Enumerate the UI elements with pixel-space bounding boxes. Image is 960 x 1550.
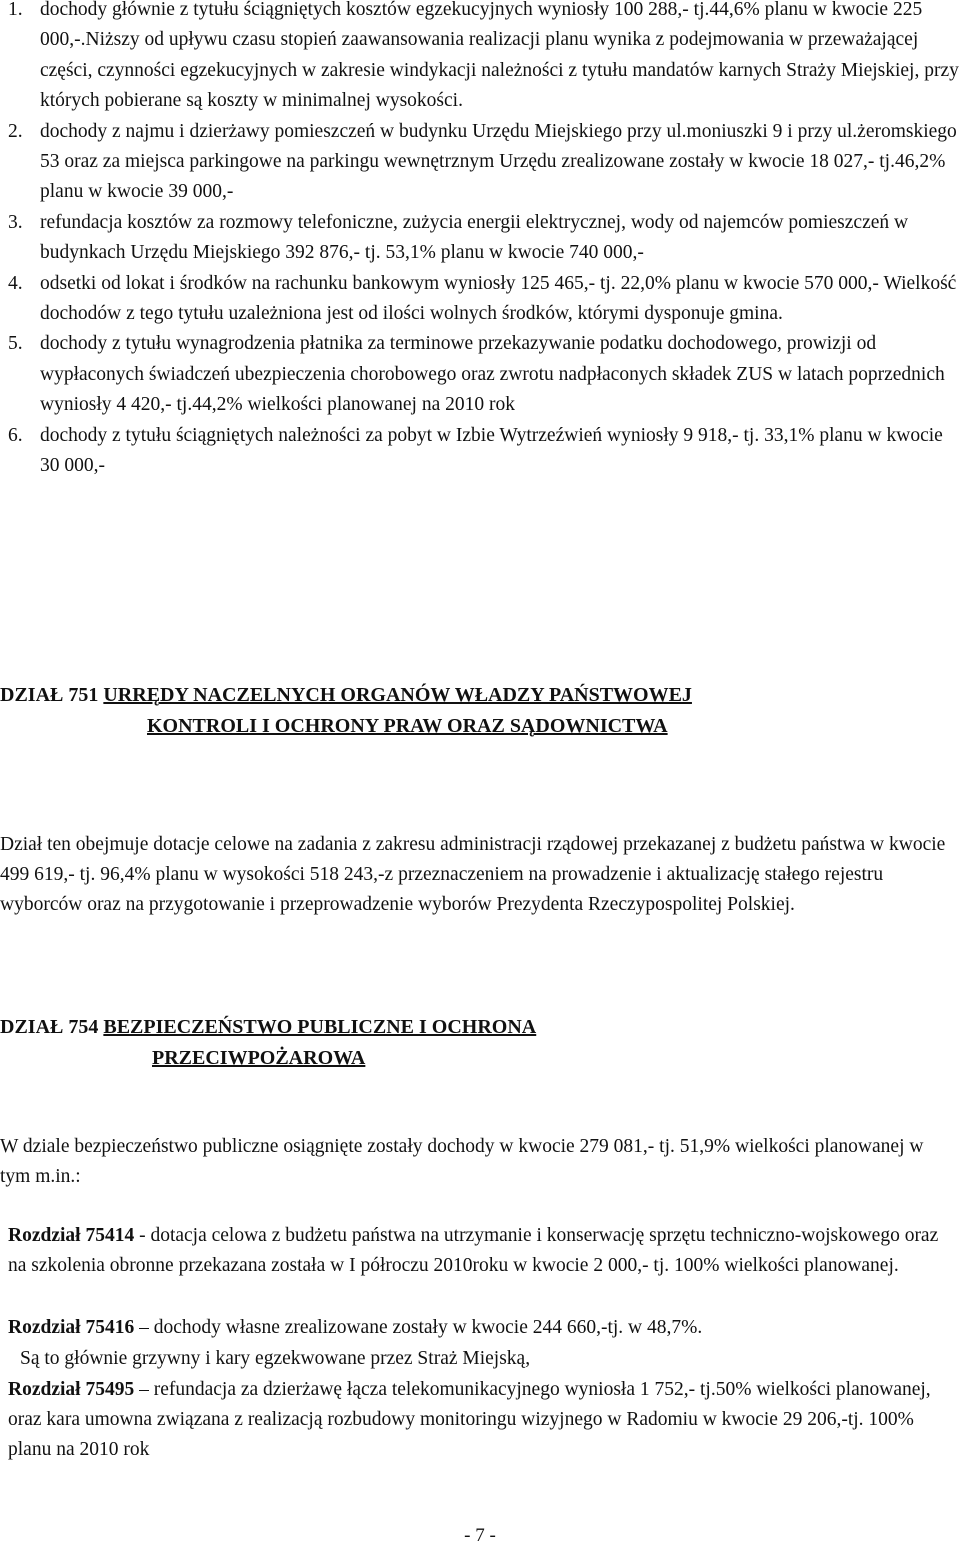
section-heading-751-line2: KONTROLI I OCHRONY PRAW ORAZ SĄDOWNICTWA: [147, 715, 668, 737]
rozdzial-75416: [8, 1313, 958, 1343]
section-heading-prefix: DZIAŁ 751: [0, 684, 104, 706]
list-item-text: dochody z najmu i dzierżawy pomieszczeń w budynku Urzędu Miejskiego przy ul.moniuszki 9 i przy ul.żeromskiego 53 oraz za miejsca parkingowe na parkingu wewnętrznym Urzędu zrealizowane zostały w kwocie 18 027,- tj.46,2% planu w kwocie 39 000,-: [40, 120, 957, 203]
section-754-paragraph: W dziale bezpieczeństwo publiczne osiągnięte zostały dochody w kwocie 279 081,- tj. 51,9% wielkości planowanej w tym m.in.:: [0, 1136, 924, 1188]
section-heading-751: [0, 680, 692, 710]
section-heading-754-line2: PRZECIWPOŻAROWA: [152, 1047, 366, 1069]
list-number: 4.: [8, 272, 23, 294]
list-item: [8, 0, 960, 117]
list-item-text: refundacja kosztów za rozmowy telefoniczne, zużycia energii elektrycznej, wody od najemców pomieszczeń w budynkach Urzędu Miejskiego 392 876,- tj. 53,1% planu w kwocie 740 000,-: [40, 211, 909, 264]
list-item-text: dochody głównie z tytułu ściągniętych kosztów egzekucyjnych wyniosły 100 288,- tj.44,6% planu w kwocie 225 000,-.Niższy od upływu czasu stopień zaawansowania realizacji planu wynika z podejmowania w przeważającej części, czynności egzekucyjnych w zakresie windykacji należności z tytułu mandatów karnych Straży Miejskiej, przy których pobierane są koszty w minimalnej wysokości.: [40, 0, 959, 112]
list-number: 3.: [8, 211, 23, 233]
list-item: [8, 208, 960, 269]
rozdzial-75414: [8, 1221, 958, 1281]
list-item-text: dochody z tytułu ściągniętych należności za pobyt w Izbie Wytrzeźwień wyniosły 9 918,- tj. 33,1% planu w kwocie 30 000,-: [40, 424, 943, 477]
rozdzial-label: Rozdział 75495: [8, 1379, 135, 1400]
list-number: 5.: [8, 333, 23, 355]
list-item: [8, 421, 960, 482]
list-item: [8, 269, 960, 330]
section-heading-line1: URRĘDY NACZELNYCH ORGANÓW WŁADZY PAŃSTWOWEJ: [103, 684, 692, 706]
section-751-paragraph: Dział ten obejmuje dotacje celowe na zadania z zakresu administracji rządowej przekazanej z budżetu państwa w kwocie 499 619,- tj. 96,4% planu w wysokości 518 243,-z przeznaczeniem na prowadzenie i aktualizację stałego rejestru wyborców oraz na przygotowanie i przeprowadzenie wyborów Prezydenta Rzeczypospolitej Polskiej.: [0, 834, 946, 916]
rozdzial-75495: [8, 1375, 958, 1466]
rozdzial-label: Rozdział 75416: [8, 1317, 135, 1338]
section-heading-754: [0, 1012, 536, 1042]
page-number: - 7 -: [464, 1525, 496, 1546]
list-item-text: dochody z tytułu wynagrodzenia płatnika za terminowe przekazywanie podatku dochodowego, prowizji od wypłaconych świadczeń ubezpieczenia chorobowego oraz zwrotu nadpłaconych składek ZUS w latach poprzednich wyniosły 4 420,- tj.44,2% wielkości planowanej na 2010 rok: [40, 333, 945, 416]
rozdzial-text: – refundacja za dzierżawę łącza telekomunikacyjnego wyniosła 1 752,- tj.50% wielkości planowanej, oraz kara umowna związana z realizacją rozbudowy monitoringu wizyjnego w Radomiu w kwocie 29 206,-tj. 100% planu na 2010 rok: [8, 1379, 931, 1461]
rozdzial-label: Rozdział 75414: [8, 1225, 135, 1246]
section-heading-prefix: DZIAŁ 754: [0, 1016, 104, 1038]
section-heading-line1: BEZPIECZEŃSTWO PUBLICZNE I OCHRONA: [103, 1016, 537, 1038]
list-item: [8, 117, 960, 208]
list-number: 2.: [8, 120, 23, 142]
rozdzial-75416-note: Są to głównie grzywny i kary egzekwowane przez Straż Miejską,: [20, 1348, 531, 1369]
list-number: 6.: [8, 424, 23, 446]
list-item: [8, 329, 960, 420]
income-list: [8, 0, 960, 482]
list-number: 1.: [8, 0, 23, 20]
rozdzial-text: – dochody własne zrealizowane zostały w kwocie 244 660,-tj. w 48,7%.: [134, 1317, 703, 1338]
rozdzial-text: - dotacja celowa z budżetu państwa na utrzymanie i konserwację sprzętu techniczno-wojskowego oraz na szkolenia obronne przekazana została w I półroczu 2010roku w kwocie 2 000,- tj. 100% wielkości planowanej.: [8, 1225, 939, 1277]
list-item-text: odsetki od lokat i środków na rachunku bankowym wyniosły 125 465,- tj. 22,0% planu w kwocie 570 000,- Wielkość dochodów z tego tytułu uzależniona jest od ilości wolnych środków, którymi dysponuje gmina.: [40, 272, 957, 325]
